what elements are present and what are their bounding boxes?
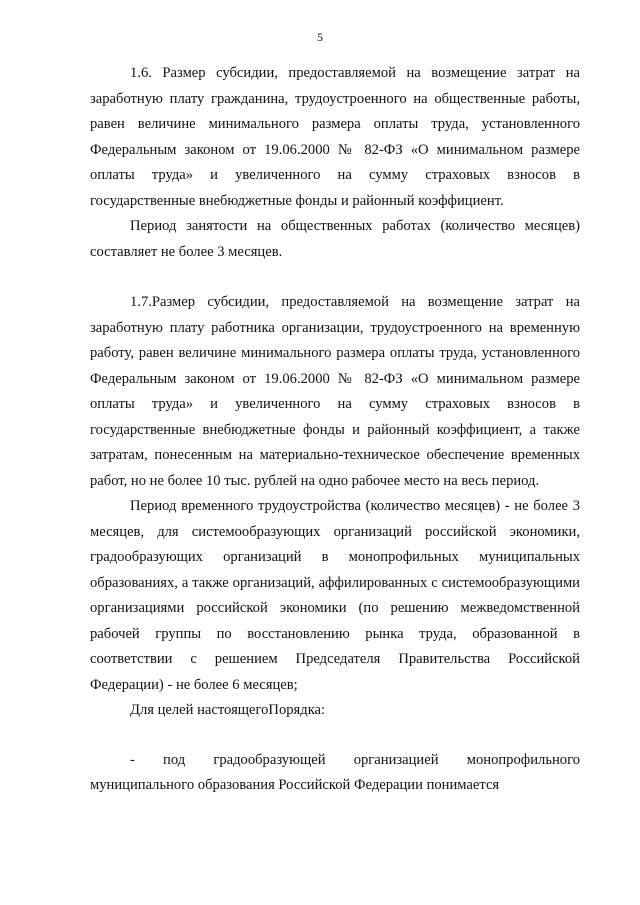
paragraph-gap <box>90 265 580 290</box>
paragraph-1-7-period: Период временного трудоустройства (количество месяцев) - не более 3 месяцев, для системообразующих организаций российской экономики, градообразующих организаций в монопрофильных муниципальных образованиях, а также организаций, аффилированных с системообразующими организациями российской экономики (по решению межведомственной рабочей группы по восстановлению рынка труда, образованной в соответствии с решением Председателя Правительства Российской Федерации) - не более 6 месяцев; <box>90 498 580 693</box>
paragraph-1-6: 1.6. Размер субсидии, предоставляемой на возмещение затрат на заработную плату гражданина, трудоустроенного на общественные работы, равен величине минимального размера оплаты труда, установленного Федеральным законом от 19.06.2000 № 82-ФЗ «О минимальном размере оплаты труда» и увеличенного на сумму страховых взносов в государственные внебюджетные фонды и районный коэффициент. <box>90 65 580 209</box>
document-body <box>90 61 580 799</box>
paragraph-1-6-period: Период занятости на общественных работах (количество месяцев) составляет не более 3 месяцев. <box>90 218 580 260</box>
paragraph-gap <box>90 724 580 748</box>
paragraph-1-7: 1.7.Размер субсидии, предоставляемой на возмещение затрат на заработную плату работника организации, трудоустроенного на временную работу, равен величине минимального размера оплаты труда, установленного Федеральным законом от 19.06.2000 № 82-ФЗ «О минимальном размере оплаты труда» и увеличенного на сумму страховых взносов в государственные внебюджетные фонды и районный коэффициент, а также затратам, понесенным на материально-техническое обеспечение временных работ, но не более 10 тыс. рублей на одно рабочее место на весь период. <box>90 294 580 489</box>
definition-item: - под градообразующей организацией монопрофильного муниципального образования Российской Федерации понимается <box>90 751 580 793</box>
page-number: 5 <box>317 30 323 44</box>
paragraph-1-7-purposes: Для целей настоящегоПорядка: <box>130 702 326 718</box>
